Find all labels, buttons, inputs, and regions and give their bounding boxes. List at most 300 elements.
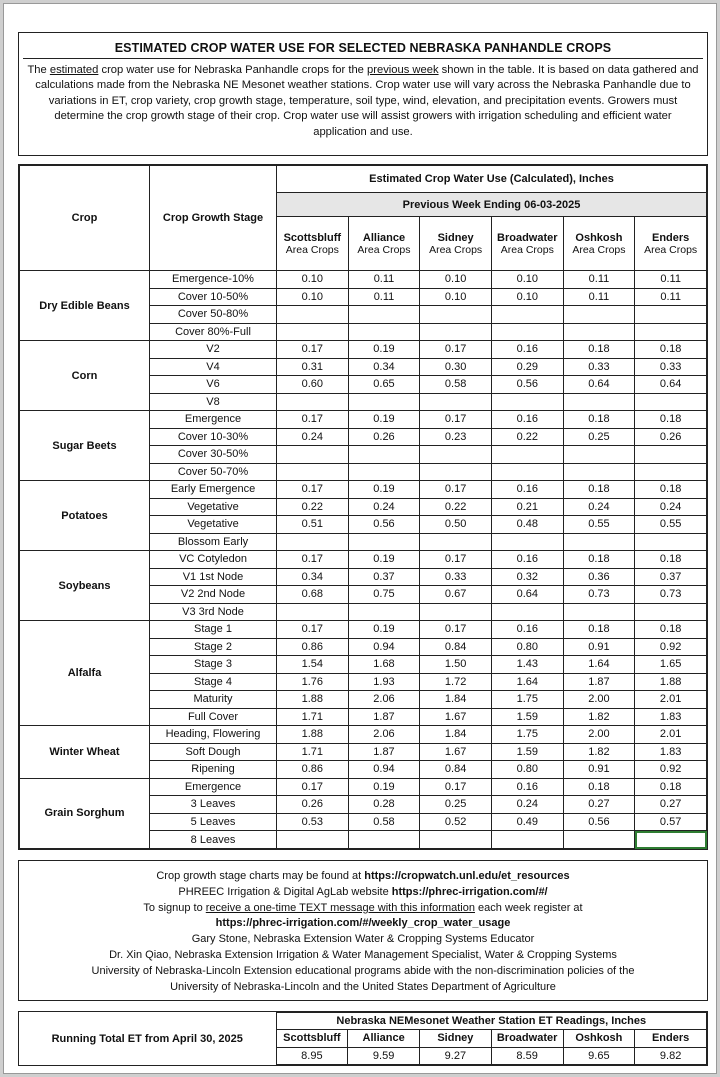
- crop-name[interactable]: Sugar Beets: [20, 411, 150, 481]
- water-use-cell[interactable]: 0.16: [491, 778, 563, 796]
- water-use-cell[interactable]: [635, 831, 707, 849]
- water-use-cell[interactable]: 0.55: [563, 516, 635, 534]
- station-sub: Area Crops: [572, 243, 626, 256]
- water-use-cell[interactable]: 0.64: [491, 586, 563, 604]
- growth-stage[interactable]: Cover 50-70%: [150, 463, 277, 481]
- growth-stage[interactable]: Stage 3: [150, 656, 277, 674]
- water-use-cell[interactable]: [348, 323, 420, 341]
- water-use-cell[interactable]: 1.87: [348, 743, 420, 761]
- et-value[interactable]: 8.95: [276, 1047, 348, 1064]
- station-header: [635, 217, 707, 271]
- cropwatch-link[interactable]: https://cropwatch.unl.edu/et_resources: [364, 870, 570, 882]
- water-use-cell[interactable]: 0.24: [635, 498, 707, 516]
- et-station-name: Broadwater: [491, 1030, 563, 1047]
- water-use-cell[interactable]: 1.87: [348, 708, 420, 726]
- growth-stage[interactable]: V2 2nd Node: [150, 586, 277, 604]
- water-use-cell[interactable]: 0.24: [491, 796, 563, 814]
- station-sub: Area Crops: [500, 243, 554, 256]
- water-use-cell[interactable]: 0.16: [491, 481, 563, 499]
- water-use-cell[interactable]: [635, 393, 707, 411]
- water-use-cell[interactable]: [277, 393, 349, 411]
- running-total-label: Running Total ET from April 30, 2025: [19, 1013, 276, 1065]
- water-use-cell[interactable]: 0.49: [491, 813, 563, 831]
- water-use-cell[interactable]: 0.11: [635, 271, 707, 289]
- water-use-cell[interactable]: 0.10: [491, 288, 563, 306]
- water-use-cell[interactable]: 0.37: [348, 568, 420, 586]
- water-use-cell[interactable]: 0.16: [491, 551, 563, 569]
- growth-stage[interactable]: V3 3rd Node: [150, 603, 277, 621]
- water-use-cell[interactable]: [277, 533, 349, 551]
- water-use-cell[interactable]: [563, 306, 635, 324]
- water-use-cell[interactable]: 2.00: [563, 691, 635, 709]
- station-sub: Area Crops: [644, 243, 698, 256]
- water-use-cell[interactable]: 0.94: [348, 638, 420, 656]
- et-station-name: Alliance: [348, 1030, 420, 1047]
- et-value[interactable]: 9.82: [635, 1047, 707, 1064]
- water-use-cell[interactable]: 0.37: [635, 568, 707, 586]
- water-use-cell[interactable]: 0.10: [420, 271, 492, 289]
- water-use-cell[interactable]: 1.84: [420, 726, 492, 744]
- water-use-cell[interactable]: 0.26: [635, 428, 707, 446]
- water-use-cell[interactable]: [277, 603, 349, 621]
- water-use-cell[interactable]: [635, 323, 707, 341]
- water-use-cell[interactable]: [635, 533, 707, 551]
- water-use-cell[interactable]: [491, 323, 563, 341]
- station-header: [563, 217, 635, 271]
- water-use-cell[interactable]: 0.11: [348, 271, 420, 289]
- intro-text-1: The: [27, 64, 50, 76]
- growth-stage[interactable]: Emergence: [150, 778, 277, 796]
- water-use-cell[interactable]: [420, 446, 492, 464]
- water-use-cell[interactable]: 1.83: [635, 743, 707, 761]
- growth-stage[interactable]: VC Cotyledon: [150, 551, 277, 569]
- water-use-cell[interactable]: 0.60: [277, 376, 349, 394]
- et-value[interactable]: 9.59: [348, 1047, 420, 1064]
- water-use-cell[interactable]: 0.24: [277, 428, 349, 446]
- station-header: [491, 217, 563, 271]
- water-use-cell[interactable]: [563, 463, 635, 481]
- et-readings-table: [19, 1012, 707, 1065]
- water-use-cell[interactable]: 0.17: [420, 551, 492, 569]
- footer-credit: Dr. Xin Qiao, Nebraska Extension Irrigation & Water Management Specialist, Water & Cropping Systems: [109, 948, 617, 961]
- crop-name[interactable]: Potatoes: [20, 481, 150, 551]
- growth-stage[interactable]: 8 Leaves: [150, 831, 277, 849]
- water-use-cell[interactable]: 0.58: [348, 813, 420, 831]
- water-use-cell[interactable]: 1.65: [635, 656, 707, 674]
- water-use-cell[interactable]: 0.86: [277, 638, 349, 656]
- et-title: Nebraska NEMesonet Weather Station ET Readings, Inches: [276, 1013, 707, 1030]
- water-use-cell[interactable]: [348, 393, 420, 411]
- water-use-cell[interactable]: 1.71: [277, 743, 349, 761]
- growth-stage[interactable]: Stage 2: [150, 638, 277, 656]
- station-header: [420, 217, 492, 271]
- water-use-cell[interactable]: 0.17: [277, 411, 349, 429]
- water-use-cell[interactable]: [348, 306, 420, 324]
- col-header-stage: Crop Growth Stage: [150, 166, 277, 271]
- water-use-cell[interactable]: 0.22: [277, 498, 349, 516]
- water-use-cell[interactable]: 2.06: [348, 691, 420, 709]
- water-use-cell[interactable]: [563, 323, 635, 341]
- water-use-cell[interactable]: 0.53: [277, 813, 349, 831]
- station-sub: Area Crops: [357, 243, 411, 256]
- water-use-cell[interactable]: 1.64: [491, 673, 563, 691]
- water-use-cell[interactable]: [635, 463, 707, 481]
- growth-stage[interactable]: 3 Leaves: [150, 796, 277, 814]
- water-use-cell[interactable]: 0.84: [420, 761, 492, 779]
- water-use-cell[interactable]: 0.91: [563, 638, 635, 656]
- water-use-cell[interactable]: 0.17: [420, 341, 492, 359]
- water-use-cell[interactable]: 0.16: [491, 621, 563, 639]
- water-use-cell[interactable]: 0.17: [420, 411, 492, 429]
- table-row: [20, 778, 707, 796]
- water-use-cell[interactable]: [491, 831, 563, 849]
- growth-stage[interactable]: Soft Dough: [150, 743, 277, 761]
- water-use-cell[interactable]: 0.11: [635, 288, 707, 306]
- growth-stage[interactable]: Cover 80%-Full: [150, 323, 277, 341]
- water-use-cell[interactable]: [635, 306, 707, 324]
- water-use-cell[interactable]: 0.84: [420, 638, 492, 656]
- et-station-name: Enders: [635, 1030, 707, 1047]
- water-use-cell[interactable]: 1.75: [491, 691, 563, 709]
- water-use-cell[interactable]: 0.64: [563, 376, 635, 394]
- water-use-cell[interactable]: 0.32: [491, 568, 563, 586]
- et-value[interactable]: 8.59: [491, 1047, 563, 1064]
- et-station-name: Oshkosh: [563, 1030, 635, 1047]
- water-use-cell[interactable]: 0.33: [563, 358, 635, 376]
- et-readings-box: [18, 1011, 708, 1066]
- water-use-cell[interactable]: 1.64: [563, 656, 635, 674]
- water-use-cell[interactable]: 0.65: [348, 376, 420, 394]
- water-use-cell[interactable]: 1.88: [277, 726, 349, 744]
- water-use-cell[interactable]: 0.34: [348, 358, 420, 376]
- table-row: [20, 341, 707, 359]
- water-use-cell[interactable]: 0.21: [491, 498, 563, 516]
- growth-stage[interactable]: Emergence-10%: [150, 271, 277, 289]
- station-header: [348, 217, 420, 271]
- water-use-cell[interactable]: 0.19: [348, 621, 420, 639]
- water-use-cell[interactable]: 0.22: [491, 428, 563, 446]
- station-name: Oshkosh: [575, 231, 623, 244]
- water-use-cell[interactable]: 0.73: [635, 586, 707, 604]
- growth-stage[interactable]: Early Emergence: [150, 481, 277, 499]
- footer-line: [19, 869, 707, 885]
- week-ending: Previous Week Ending 06-03-2025: [277, 193, 707, 217]
- water-use-cell[interactable]: 1.93: [348, 673, 420, 691]
- growth-stage[interactable]: Cover 30-50%: [150, 446, 277, 464]
- water-use-cell[interactable]: 0.67: [420, 586, 492, 604]
- water-use-cell[interactable]: 0.25: [563, 428, 635, 446]
- crop-name[interactable]: Soybeans: [20, 551, 150, 621]
- footer-text-underlined: receive a one-time TEXT message with this information: [205, 901, 475, 914]
- growth-stage[interactable]: V2: [150, 341, 277, 359]
- water-use-cell[interactable]: 1.75: [491, 726, 563, 744]
- water-use-cell[interactable]: 0.18: [563, 411, 635, 429]
- water-use-cell[interactable]: 0.27: [635, 796, 707, 814]
- table-row: [20, 481, 707, 499]
- water-use-cell[interactable]: 0.80: [491, 638, 563, 656]
- growth-stage[interactable]: Maturity: [150, 691, 277, 709]
- water-use-cell[interactable]: 0.10: [277, 288, 349, 306]
- water-use-cell[interactable]: 0.34: [277, 568, 349, 586]
- water-use-cell[interactable]: 1.67: [420, 708, 492, 726]
- water-use-cell[interactable]: 0.58: [420, 376, 492, 394]
- water-use-cell[interactable]: 0.19: [348, 341, 420, 359]
- water-use-cell[interactable]: [420, 393, 492, 411]
- water-use-cell[interactable]: 0.24: [348, 498, 420, 516]
- water-use-cell[interactable]: 1.88: [277, 691, 349, 709]
- water-use-cell[interactable]: 1.59: [491, 708, 563, 726]
- growth-stage[interactable]: Vegetative: [150, 516, 277, 534]
- water-use-cell[interactable]: 0.29: [491, 358, 563, 376]
- water-use-cell[interactable]: 0.36: [563, 568, 635, 586]
- water-use-cell[interactable]: 0.28: [348, 796, 420, 814]
- water-use-cell[interactable]: 0.10: [277, 271, 349, 289]
- footer-text: Crop growth stage charts may be found at: [156, 870, 365, 882]
- growth-stage[interactable]: Full Cover: [150, 708, 277, 726]
- water-use-cell[interactable]: 1.87: [563, 673, 635, 691]
- station-name: Alliance: [362, 231, 406, 244]
- water-use-cell[interactable]: 0.30: [420, 358, 492, 376]
- water-use-cell[interactable]: 0.57: [635, 813, 707, 831]
- water-use-cell[interactable]: 0.24: [563, 498, 635, 516]
- water-use-cell[interactable]: 0.18: [635, 778, 707, 796]
- water-use-cell[interactable]: [277, 306, 349, 324]
- crop-name[interactable]: Alfalfa: [20, 621, 150, 726]
- water-use-cell[interactable]: [635, 603, 707, 621]
- water-use-cell[interactable]: 0.56: [563, 813, 635, 831]
- crop-water-table-box: [18, 164, 708, 850]
- footer-line: [19, 885, 707, 901]
- growth-stage[interactable]: V4: [150, 358, 277, 376]
- water-use-cell[interactable]: 0.31: [277, 358, 349, 376]
- water-use-cell[interactable]: 1.50: [420, 656, 492, 674]
- station-name: Enders: [651, 231, 690, 244]
- et-value[interactable]: 9.27: [420, 1047, 492, 1064]
- water-use-cell[interactable]: 0.18: [635, 551, 707, 569]
- growth-stage[interactable]: Stage 4: [150, 673, 277, 691]
- et-station-name: Scottsbluff: [276, 1030, 348, 1047]
- water-use-cell[interactable]: [420, 306, 492, 324]
- water-use-cell[interactable]: 0.17: [420, 778, 492, 796]
- water-use-cell[interactable]: 0.52: [420, 813, 492, 831]
- water-use-cell[interactable]: [563, 603, 635, 621]
- water-use-cell[interactable]: 0.75: [348, 586, 420, 604]
- water-use-cell[interactable]: 0.86: [277, 761, 349, 779]
- water-use-cell[interactable]: 1.82: [563, 708, 635, 726]
- phrec-link[interactable]: https://phrec-irrigation.com/#/: [391, 885, 548, 898]
- water-use-cell[interactable]: 0.26: [348, 428, 420, 446]
- crop-name[interactable]: Corn: [20, 341, 150, 411]
- footer-text: PHREEC Irrigation & Digital AgLab website: [178, 885, 392, 898]
- water-use-cell[interactable]: [277, 831, 349, 849]
- water-use-cell[interactable]: [563, 446, 635, 464]
- water-use-cell[interactable]: [420, 533, 492, 551]
- water-use-cell[interactable]: 0.25: [420, 796, 492, 814]
- water-use-cell[interactable]: [348, 446, 420, 464]
- water-use-cell[interactable]: 0.92: [635, 761, 707, 779]
- water-use-cell[interactable]: 1.76: [277, 673, 349, 691]
- water-use-cell[interactable]: 0.18: [635, 341, 707, 359]
- water-use-cell[interactable]: 1.83: [635, 708, 707, 726]
- water-use-cell[interactable]: [563, 393, 635, 411]
- water-use-cell[interactable]: 0.22: [420, 498, 492, 516]
- weekly-usage-link[interactable]: https://phrec-irrigation.com/#/weekly_crop_water_usage: [215, 917, 511, 930]
- station-name: Scottsbluff: [283, 231, 342, 244]
- water-use-cell[interactable]: 0.64: [635, 376, 707, 394]
- water-use-cell[interactable]: [491, 603, 563, 621]
- water-use-cell[interactable]: [420, 323, 492, 341]
- water-use-cell[interactable]: 0.55: [635, 516, 707, 534]
- water-use-cell[interactable]: 1.59: [491, 743, 563, 761]
- water-use-cell[interactable]: 2.01: [635, 691, 707, 709]
- water-use-cell[interactable]: 0.17: [277, 551, 349, 569]
- intro-previous-week: previous week: [367, 64, 439, 76]
- water-use-cell[interactable]: 1.68: [348, 656, 420, 674]
- growth-stage[interactable]: Cover 50-80%: [150, 306, 277, 324]
- growth-stage[interactable]: Cover 10-50%: [150, 288, 277, 306]
- water-use-cell[interactable]: 0.17: [420, 621, 492, 639]
- water-use-cell[interactable]: [491, 446, 563, 464]
- water-use-cell[interactable]: 0.10: [420, 288, 492, 306]
- table-title: Estimated Crop Water Use (Calculated), Inches: [277, 166, 707, 193]
- water-use-cell[interactable]: 0.50: [420, 516, 492, 534]
- water-use-cell[interactable]: 0.17: [277, 481, 349, 499]
- water-use-cell[interactable]: 0.73: [563, 586, 635, 604]
- intro-paragraph: [19, 63, 707, 140]
- water-use-cell[interactable]: 0.18: [563, 621, 635, 639]
- water-use-cell[interactable]: [348, 463, 420, 481]
- water-use-cell[interactable]: 2.06: [348, 726, 420, 744]
- crop-name[interactable]: Winter Wheat: [20, 726, 150, 779]
- water-use-cell[interactable]: 1.72: [420, 673, 492, 691]
- water-use-cell[interactable]: [348, 533, 420, 551]
- water-use-cell[interactable]: 0.18: [563, 778, 635, 796]
- growth-stage[interactable]: Ripening: [150, 761, 277, 779]
- growth-stage[interactable]: Heading, Flowering: [150, 726, 277, 744]
- table-row: [20, 271, 707, 289]
- growth-stage[interactable]: V8: [150, 393, 277, 411]
- et-station-name: Sidney: [420, 1030, 492, 1047]
- water-use-cell[interactable]: 0.56: [348, 516, 420, 534]
- water-use-cell[interactable]: 0.33: [420, 568, 492, 586]
- water-use-cell[interactable]: 0.16: [491, 411, 563, 429]
- water-use-cell[interactable]: 0.51: [277, 516, 349, 534]
- water-use-cell[interactable]: 1.54: [277, 656, 349, 674]
- footer-credit: Gary Stone, Nebraska Extension Water & Cropping Systems Educator: [191, 933, 535, 946]
- water-use-cell[interactable]: [491, 306, 563, 324]
- col-header-crop: Crop: [20, 166, 150, 271]
- water-use-cell[interactable]: 0.68: [277, 586, 349, 604]
- water-use-cell[interactable]: 0.23: [420, 428, 492, 446]
- water-use-cell[interactable]: [491, 393, 563, 411]
- water-use-cell[interactable]: 0.19: [348, 481, 420, 499]
- water-use-cell[interactable]: 0.56: [491, 376, 563, 394]
- water-use-cell[interactable]: 0.11: [563, 271, 635, 289]
- water-use-cell[interactable]: [420, 603, 492, 621]
- water-use-cell[interactable]: 0.94: [348, 761, 420, 779]
- water-use-cell[interactable]: 0.17: [277, 341, 349, 359]
- water-use-cell[interactable]: 0.18: [635, 481, 707, 499]
- growth-stage[interactable]: 5 Leaves: [150, 813, 277, 831]
- water-use-cell[interactable]: 0.18: [635, 621, 707, 639]
- water-use-cell[interactable]: 1.71: [277, 708, 349, 726]
- water-use-cell[interactable]: 0.26: [277, 796, 349, 814]
- table-row: [20, 551, 707, 569]
- water-use-cell[interactable]: [348, 603, 420, 621]
- water-use-cell[interactable]: [420, 831, 492, 849]
- growth-stage[interactable]: Stage 1: [150, 621, 277, 639]
- station-header: [277, 217, 349, 271]
- growth-stage[interactable]: Cover 10-30%: [150, 428, 277, 446]
- water-use-cell[interactable]: 0.92: [635, 638, 707, 656]
- water-use-cell[interactable]: [348, 831, 420, 849]
- water-use-cell[interactable]: 0.91: [563, 761, 635, 779]
- water-use-cell[interactable]: [563, 533, 635, 551]
- water-use-cell[interactable]: 0.80: [491, 761, 563, 779]
- water-use-cell[interactable]: 0.27: [563, 796, 635, 814]
- water-use-cell[interactable]: 0.48: [491, 516, 563, 534]
- water-use-cell[interactable]: 0.33: [635, 358, 707, 376]
- water-use-cell[interactable]: 0.19: [348, 551, 420, 569]
- water-use-cell[interactable]: 0.18: [563, 341, 635, 359]
- water-use-cell[interactable]: [420, 463, 492, 481]
- footer-disclaimer: University of Nebraska-Lincoln and the United States Department of Agriculture: [170, 980, 556, 993]
- water-use-cell[interactable]: 0.17: [420, 481, 492, 499]
- water-use-cell[interactable]: [563, 831, 635, 849]
- water-use-cell[interactable]: 0.11: [563, 288, 635, 306]
- et-value[interactable]: 9.65: [563, 1047, 635, 1064]
- water-use-cell[interactable]: 0.10: [491, 271, 563, 289]
- crop-name[interactable]: Grain Sorghum: [20, 778, 150, 849]
- water-use-cell[interactable]: 0.19: [348, 778, 420, 796]
- station-sub: Area Crops: [429, 243, 483, 256]
- water-use-cell[interactable]: [491, 463, 563, 481]
- growth-stage[interactable]: V6: [150, 376, 277, 394]
- water-use-cell[interactable]: 2.01: [635, 726, 707, 744]
- water-use-cell[interactable]: 0.11: [348, 288, 420, 306]
- water-use-cell[interactable]: [635, 446, 707, 464]
- page-title: ESTIMATED CROP WATER USE FOR SELECTED NEBRASKA PANHANDLE CROPS: [23, 41, 703, 59]
- water-use-cell[interactable]: 0.16: [491, 341, 563, 359]
- growth-stage[interactable]: Emergence: [150, 411, 277, 429]
- growth-stage[interactable]: V1 1st Node: [150, 568, 277, 586]
- water-use-cell[interactable]: 0.18: [563, 481, 635, 499]
- water-use-cell[interactable]: 1.88: [635, 673, 707, 691]
- crop-water-table: [19, 165, 707, 849]
- water-use-cell[interactable]: 0.17: [277, 621, 349, 639]
- intro-text-2: crop water use for Nebraska Panhandle crops for the: [98, 64, 368, 76]
- water-use-cell[interactable]: 0.17: [277, 778, 349, 796]
- spreadsheet-page: [3, 3, 717, 1074]
- water-use-cell[interactable]: [277, 446, 349, 464]
- water-use-cell[interactable]: 1.43: [491, 656, 563, 674]
- growth-stage[interactable]: Vegetative: [150, 498, 277, 516]
- water-use-cell[interactable]: [491, 533, 563, 551]
- growth-stage[interactable]: Blossom Early: [150, 533, 277, 551]
- water-use-cell[interactable]: 1.67: [420, 743, 492, 761]
- water-use-cell[interactable]: 0.18: [563, 551, 635, 569]
- water-use-cell[interactable]: 0.19: [348, 411, 420, 429]
- water-use-cell[interactable]: 1.82: [563, 743, 635, 761]
- water-use-cell[interactable]: 1.84: [420, 691, 492, 709]
- water-use-cell[interactable]: 0.18: [635, 411, 707, 429]
- table-row: [20, 726, 707, 744]
- footer-text: each week register at: [474, 901, 583, 914]
- water-use-cell[interactable]: [277, 323, 349, 341]
- crop-name[interactable]: Dry Edible Beans: [20, 271, 150, 341]
- water-use-cell[interactable]: 2.00: [563, 726, 635, 744]
- water-use-cell[interactable]: [277, 463, 349, 481]
